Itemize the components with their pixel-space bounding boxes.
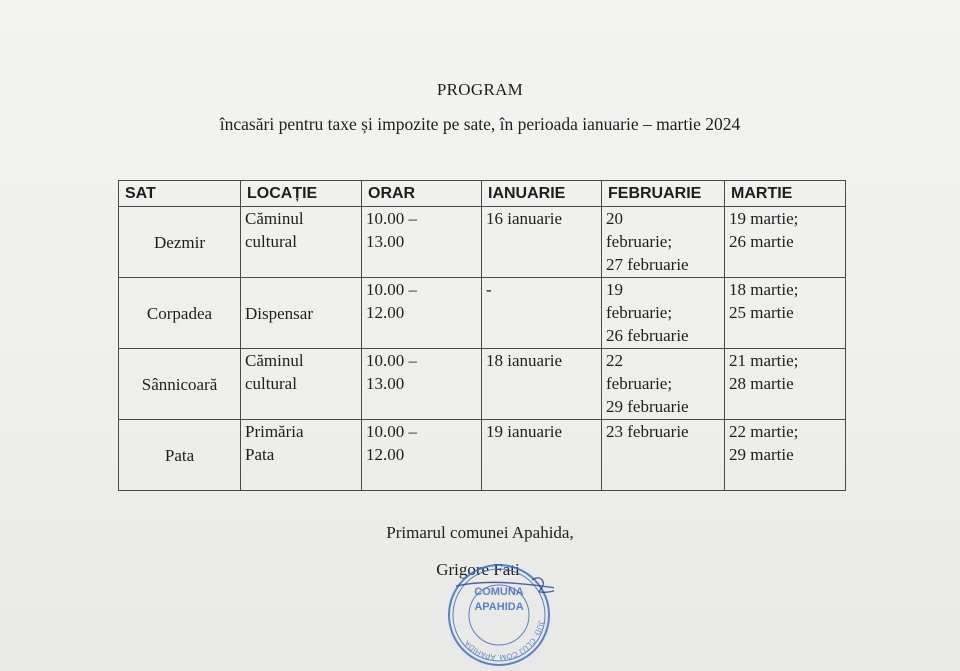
column-header-locatie: LOCAȚIE <box>241 181 362 207</box>
document-subtitle: încasări pentru taxe și impozite pe sate, în perioada ianuarie – martie 2024 <box>219 114 741 134</box>
cell-martie <box>725 420 846 491</box>
cell-line: - <box>486 280 492 299</box>
signatory-name: Grigore Fati <box>436 560 520 579</box>
cell-sat: Corpadea <box>119 278 241 349</box>
table-row <box>119 278 846 349</box>
cell-line: 12.00 <box>366 445 405 464</box>
cell-line: 10.00 – <box>366 351 417 370</box>
cell-februarie <box>602 420 725 491</box>
cell-line: 22 <box>606 351 623 370</box>
cell-line: cultural <box>245 232 297 251</box>
cell-ianuarie <box>482 278 602 349</box>
cell-martie <box>725 207 846 278</box>
cell-line: 29 februarie <box>606 397 689 416</box>
cell-line: 26 martie <box>729 232 794 251</box>
cell-februarie <box>602 278 725 349</box>
cell-locatie <box>241 349 362 420</box>
cell-orar <box>362 349 482 420</box>
cell-sat: Dezmir <box>119 207 241 278</box>
cell-locatie <box>241 207 362 278</box>
cell-ianuarie <box>482 349 602 420</box>
official-stamp-icon <box>444 560 554 670</box>
cell-line: 19 martie; <box>729 209 799 228</box>
column-header-sat: SAT <box>119 181 241 207</box>
cell-line: 21 martie; <box>729 351 799 370</box>
cell-locatie <box>241 278 362 349</box>
cell-line: 10.00 – <box>366 280 417 299</box>
cell-line: 10.00 – <box>366 422 417 441</box>
cell-line: 25 martie <box>729 303 794 322</box>
cell-line: 22 martie; <box>729 422 799 441</box>
cell-line: 23 februarie <box>606 422 689 441</box>
cell-line: Căminul <box>245 209 304 228</box>
cell-line: Primăria <box>245 422 304 441</box>
cell-line: februarie; <box>606 232 673 251</box>
cell-line: 29 martie <box>729 445 794 464</box>
cell-line: 26 februarie <box>606 326 689 345</box>
cell-orar <box>362 207 482 278</box>
table-header-row <box>119 181 846 207</box>
cell-locatie <box>241 420 362 491</box>
cell-ianuarie <box>482 207 602 278</box>
cell-line: Dispensar <box>245 303 313 323</box>
schedule-table <box>118 180 846 491</box>
cell-line: februarie; <box>606 374 673 393</box>
stamp-ring-text <box>463 620 546 662</box>
stamp-middle-text: APAHIDA <box>474 601 524 613</box>
stamp-ring-path-text: JUD. CLUJ COM. APAHIDA <box>462 619 546 663</box>
cell-martie <box>725 349 846 420</box>
cell-line: 19 <box>606 280 623 299</box>
column-header-orar: ORAR <box>362 181 482 207</box>
cell-line: februarie; <box>606 303 673 322</box>
column-header-ianuarie: IANUARIE <box>482 181 602 207</box>
cell-orar <box>362 420 482 491</box>
column-header-februarie: FEBRUARIE <box>602 181 725 207</box>
column-header-martie: MARTIE <box>725 181 846 207</box>
cell-sat: Sânnicoară <box>119 349 241 420</box>
cell-line: 18 ianuarie <box>486 351 562 370</box>
cell-line: Pata <box>245 445 275 464</box>
cell-line: cultural <box>245 374 297 393</box>
cell-line: 10.00 – <box>366 209 417 228</box>
cell-line: 13.00 <box>366 374 405 393</box>
cell-martie <box>725 278 846 349</box>
cell-februarie <box>602 349 725 420</box>
cell-ianuarie <box>482 420 602 491</box>
stamp-top-text: COMUNA <box>474 586 524 598</box>
cell-line: 12.00 <box>366 303 405 322</box>
cell-line: 27 februarie <box>606 255 689 274</box>
cell-line: Căminul <box>245 351 304 370</box>
cell-sat: Pata <box>119 420 241 491</box>
cell-line: 19 ianuarie <box>486 422 562 441</box>
cell-line: 28 martie <box>729 374 794 393</box>
signatory-role: Primarul comunei Apahida, <box>386 523 574 542</box>
cell-line: 20 <box>606 209 623 228</box>
cell-line: 16 ianuarie <box>486 209 562 228</box>
cell-orar <box>362 278 482 349</box>
table-row <box>119 207 846 278</box>
document-title: PROGRAM <box>436 80 524 99</box>
cell-februarie <box>602 207 725 278</box>
cell-line: 18 martie; <box>729 280 799 299</box>
cell-line: 13.00 <box>366 232 405 251</box>
table-row <box>119 420 846 491</box>
table-row <box>119 349 846 420</box>
